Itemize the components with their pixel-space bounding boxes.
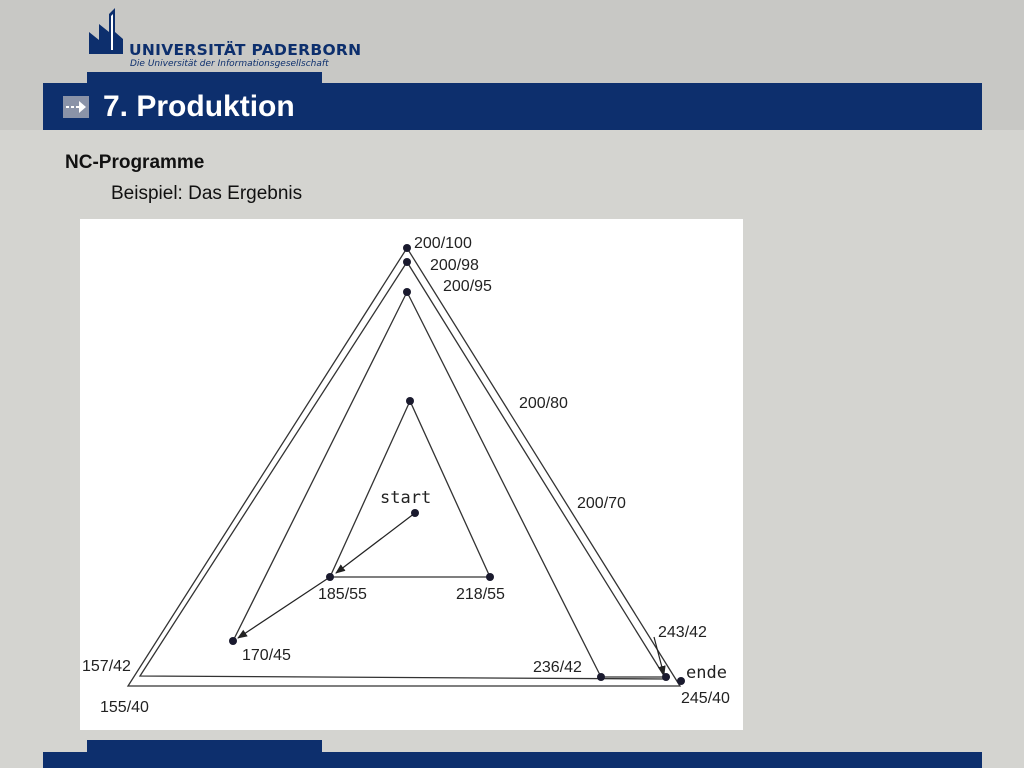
point-236-42 bbox=[597, 673, 605, 681]
label-200-98: 200/98 bbox=[430, 257, 479, 274]
slide-title: 7. Produktion bbox=[103, 90, 295, 123]
label-243-42: 243/42 bbox=[658, 624, 707, 641]
label-ende: ende bbox=[686, 663, 727, 683]
toolpath-diagram-svg bbox=[80, 219, 743, 730]
logo-underline bbox=[87, 72, 322, 83]
label-200-80: 200/80 bbox=[519, 395, 568, 412]
point-200-95 bbox=[403, 288, 411, 296]
title-bar bbox=[43, 83, 982, 130]
footer-bar bbox=[43, 752, 982, 768]
footer-tab bbox=[87, 740, 322, 752]
label-200-70: 200/70 bbox=[577, 495, 626, 512]
start-arrow bbox=[336, 513, 415, 573]
point-185-55 bbox=[326, 573, 334, 581]
section-subheading: Beispiel: Das Ergebnis bbox=[111, 183, 303, 204]
label-245-40: 245/40 bbox=[681, 690, 730, 707]
label-155-40: 155/40 bbox=[100, 699, 149, 716]
point-inner-top bbox=[406, 397, 414, 405]
second-path bbox=[140, 262, 666, 679]
point-243-42 bbox=[662, 673, 670, 681]
label-157-42: 157/42 bbox=[82, 658, 131, 675]
label-185-55: 185/55 bbox=[318, 586, 367, 603]
point-start bbox=[411, 509, 419, 517]
label-start: start bbox=[380, 488, 432, 508]
middle-path bbox=[233, 292, 670, 677]
university-emblem-icon bbox=[87, 6, 127, 56]
section-heading: NC-Programme bbox=[65, 152, 205, 173]
point-170-45 bbox=[229, 637, 237, 645]
point-245-40 bbox=[677, 677, 685, 685]
exit-arrow bbox=[654, 637, 664, 675]
label-236-42: 236/42 bbox=[533, 659, 582, 676]
label-200-100: 200/100 bbox=[414, 235, 472, 252]
toolpath-diagram bbox=[80, 219, 743, 730]
university-logo bbox=[87, 6, 362, 72]
point-200-98 bbox=[403, 258, 411, 266]
arrow-right-icon bbox=[63, 96, 89, 118]
label-200-95: 200/95 bbox=[443, 278, 492, 295]
label-218-55: 218/55 bbox=[456, 586, 505, 603]
label-170-45: 170/45 bbox=[242, 647, 291, 664]
outer-path bbox=[128, 248, 680, 686]
point-218-55 bbox=[486, 573, 494, 581]
point-200-100 bbox=[403, 244, 411, 252]
logo-name: UNIVERSITÄT PADERBORN bbox=[129, 41, 362, 59]
logo-tagline: Die Universität der Informationsgesellschaft bbox=[130, 59, 329, 69]
transition-arrow bbox=[238, 577, 330, 638]
